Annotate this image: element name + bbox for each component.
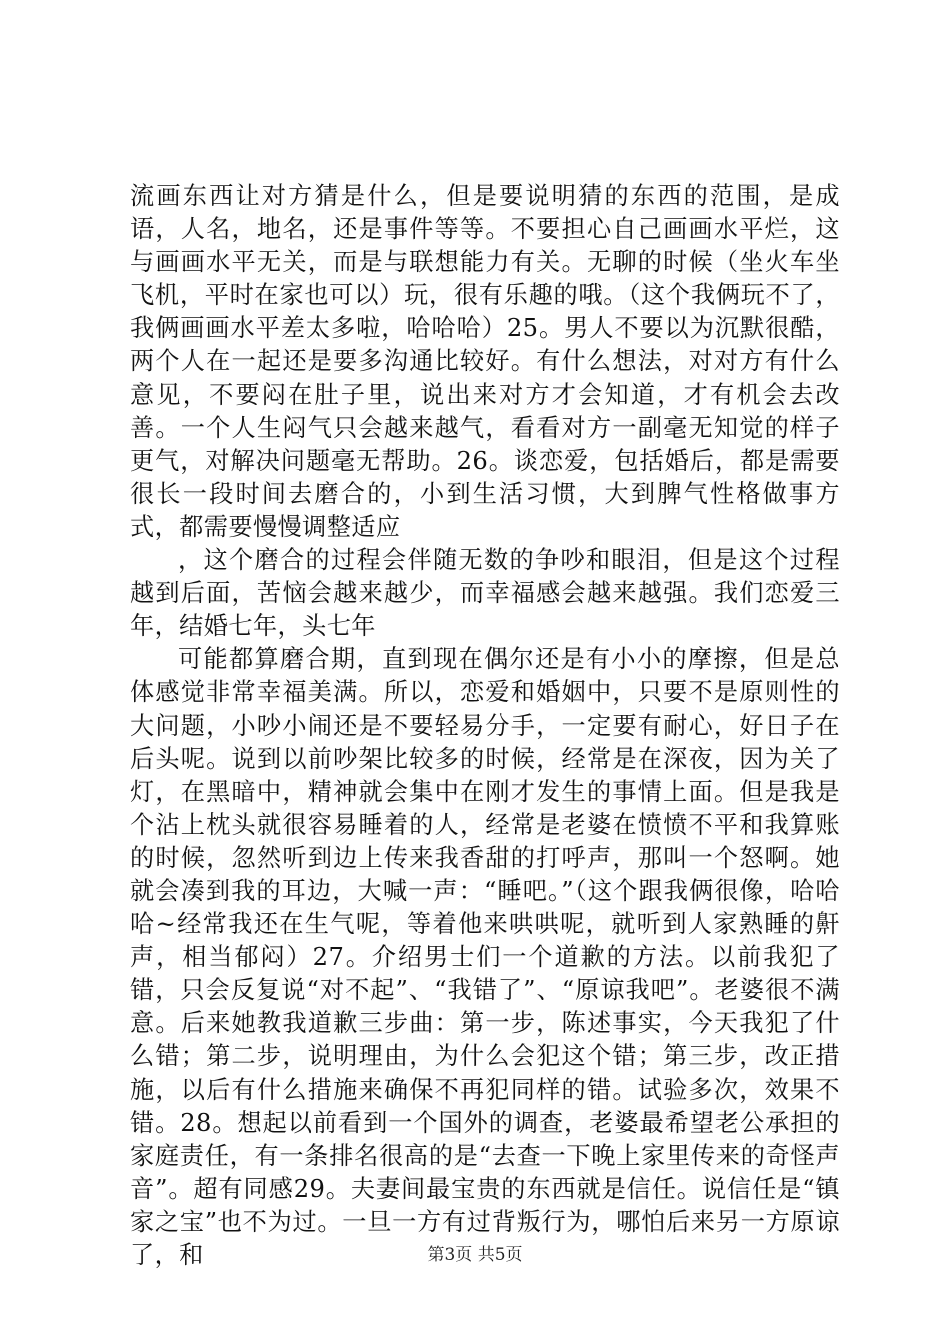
paragraph-1: 流画东西让对方猜是什么，但是要说明猜的东西的范围，是成语，人名，地名，还是事件等等。不要担心自己画画水平烂，这与画画水平无关，而是与联想能力有关。无聊的时候（坐火车坐飞机，平时在家也可以）玩，很有乐趣的哦。（这个我俩玩不了，我俩画画水平差太多啦，哈哈哈）25。男人不要以为沉默很酷，两个人在一起还是要多沟通比较好。有什么想法，对对方有什么意见，不要闷在肚子里，说出来对方才会知道，才有机会去改善。一个人生闷气只会越来越气，看看对方一副毫无知觉的样子更气，对解决问题毫无帮助。26。谈恋爱，包括婚后，都是需要很长一段时间去磨合的，小到生活习惯，大到脾气性格做事方式，都需要慢慢调整适应	[130, 182, 840, 541]
paragraph-3: 可能都算磨合期，直到现在偶尔还是有小小的摩擦，但是总体感觉非常幸福美满。所以，恋爱和婚姻中，只要不是原则性的大问题，小吵小闹还是不要轻易分手，一定要有耐心，好日子在后头呢。说到以前吵架比较多的时候，经常是在深夜，因为关了灯，在黑暗中，精神就会集中在刚才发生的事情上面。但是我是个沾上枕头就很容易睡着的人，经常是老婆在愤愤不平和我算账的时候，忽然听到边上传来我香甜的打呼声，那叫一个怒啊。她就会凑到我的耳边，大喊一声：“睡吧。”（这个跟我俩很像，哈哈哈~经常我还在生气呢，等着他来哄哄呢，就听到人家熟睡的鼾声，相当郁闷）27。介绍男士们一个道歉的方法。以前我犯了错，只会反复说“对不起”、“我错了”、“原谅我吧”。老婆很不满意。后来她教我道歉三步曲：第一步，陈述事实，今天我犯了什么错；第二步，说明理由，为什么会犯这个错；第三步，改正措施，以后有什么措施来确保不再犯同样的错。试验多次，效果不错。28。想起以前看到一个国外的调查，老婆最希望老公承担的家庭责任，有一条排名很高的是“去查一下晚上家里传来的奇怪声音”。超有同感29。夫妻间最宝贵的东西就是信任。说信任是“镇家之宝”也不为过。一旦一方有过背叛行为，哪怕后来另一方原谅了，和	[130, 645, 840, 1269]
paragraph-2: ，这个磨合的过程会伴随无数的争吵和眼泪，但是这个过程越到后面，苦恼会越来越少，而幸福感会越来越强。我们恋爱三年，结婚七年，头七年	[130, 546, 840, 641]
body-text	[130, 180, 840, 1272]
page-footer: 第3页 共5页	[427, 1245, 523, 1265]
